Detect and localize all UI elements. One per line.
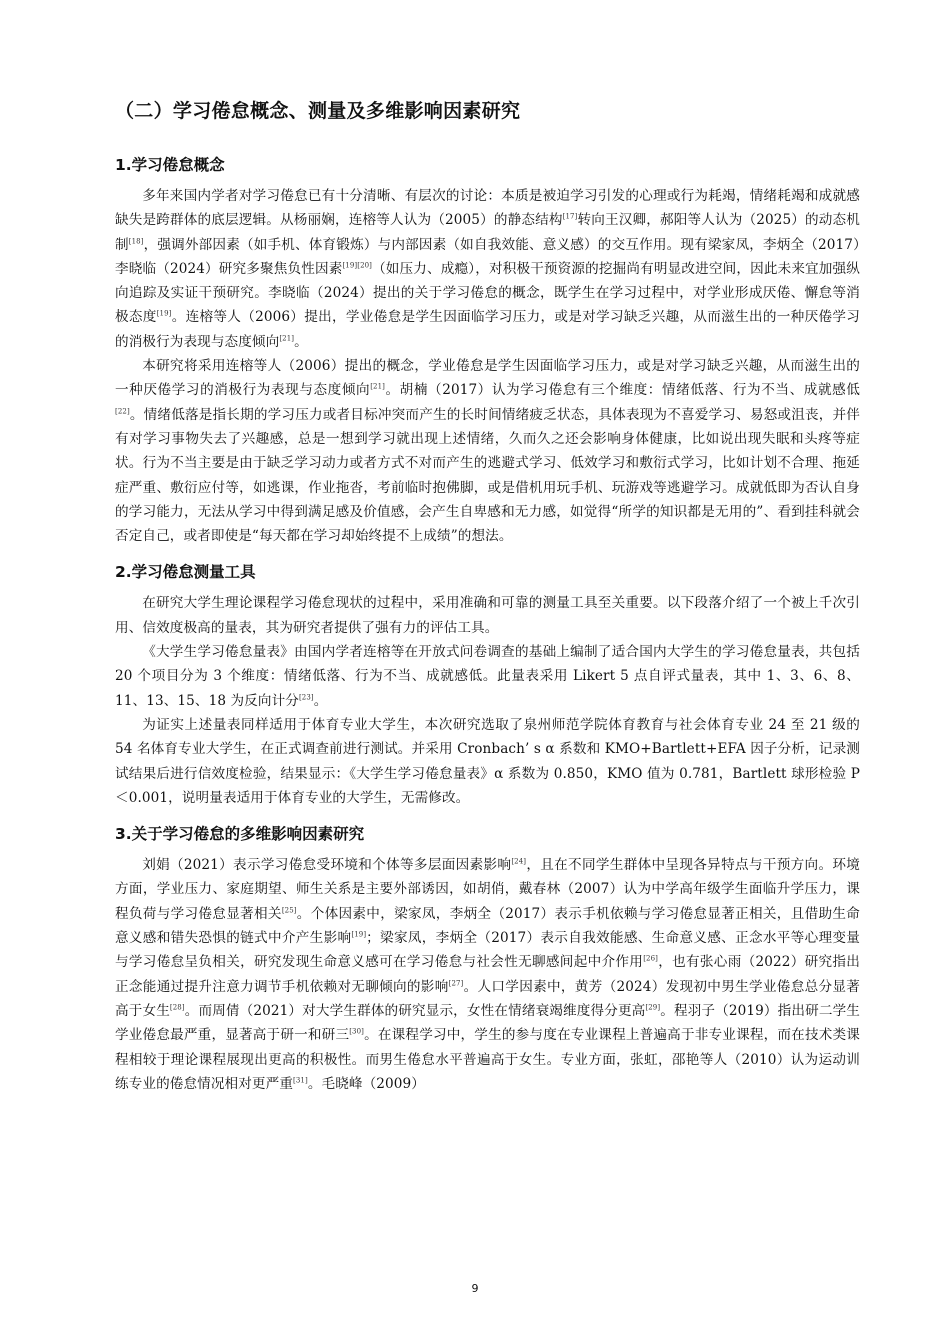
citation: [31] (293, 1076, 308, 1085)
citation: [21] (370, 382, 385, 391)
paragraph-measurement-3: 为证实上述量表同样适用于体育专业大学生，本次研究选取了泉州师范学院体育教育与社会体育专业 24 至 21 级的 54 名体育专业大学生，在正式调查前进行测试。并采用 Cronbach’ s α 系数和 KMO+Bartlett+EFA 因子分析，记录测试结果后进行信效度检验，结果显示：《大学生学习倦怠量表》α 系数为 0.850，KMO 值为 0.781，Bartlett 球形检验 P＜0.001，说明量表适用于体育专业的大学生，无需修改。 (115, 716, 860, 806)
subsection-heading-measurement: 2.学习倦怠测量工具 (115, 563, 256, 582)
citation: [30] (349, 1027, 364, 1036)
citation: [19] (156, 309, 172, 318)
citation: [24] (511, 857, 527, 866)
paragraph-measurement-1: 在研究大学生理论课程学习倦怠现状的过程中，采用准确和可靠的测量工具至关重要。以下段落介绍了一个被上千次引用、信效度极高的量表，其为研究者提供了强有力的评估工具。 (115, 595, 860, 636)
paragraph-factors-1: 刘娟（2021）表示学习倦怠受环境和个体等多层面因素影响[24]，且在不同学生群体中呈现各异特点与干预方向。环境方面，学业压力、家庭期望、师生关系是主要外部诱因，如胡俏，戴春林（2007）认为中学高年级学生面临升学压力，课程负荷与学习倦怠显著相关[25]。个体因素中，梁家凤，李炳全（2017）表示手机依赖与学习倦怠显著正相关，且借助生命意义感和错失恐惧的链式中介产生影响[19]；梁家凤，李炳全（2017）表示自我效能感、生命意义感、正念水平等心理变量与学习倦怠呈负相关，研究发现生命意义感可在学习倦怠与社会性无聊感间起中介作用[26]，也有张心雨（2022）研究指出正念能通过提升注意力调节手机依赖对无聊倾向的影响[27]。人口学因素中，黄芳（2024）发现初中男生学业倦怠总分显著高于女生[28]。而周倩（2021）对大学生群体的研究显示，女性在情绪衰竭维度得分更高[29]。程羽子（2019）指出研二学生学业倦怠最严重，显著高于研一和研三[30]。在课程学习中，学生的参与度在专业课程上普遍高于非专业课程，而在技术类课程相较于理论课程展现出更高的积极性。而男生倦怠水平普遍高于女生。专业方面，张虹，邵艳等人（2010）认为运动训练专业的倦怠情况相对更严重[31]。毛晓峰（2009） (115, 857, 861, 1092)
section-title: （二）学习倦怠概念、测量及多维影响因素研究 (115, 100, 521, 122)
citation: [26] (643, 954, 658, 963)
citation: [25] (281, 906, 297, 915)
paragraph-concept-1: 多年来国内学者对学习倦怠已有十分清晰、有层次的讨论：本质是被迫学习引发的心理或行为耗竭，情绪耗竭和成就感缺失是跨群体的底层逻辑。从杨丽娴，连榕等人认为（2005）的静态结构[17]转向王汉卿，郝阳等人认为（2025）的动态机制[18]，强调外部因素（如手机、体育锻炼）与内部因素（如自我效能、意义感）的交互作用。现有梁家凤，李炳全（2017）李晓临（2024）研究多聚焦负性因素[19][20]（如压力、成瘾），对积极干预资源的挖掘尚有明显改进空间，因此未来宜加强纵向追踪及实证干预研究。李晓临（2024）提出的关于学习倦怠的概念，既学生在学习过程中，对学业形成厌倦、懈怠等消极态度[19]。连榕等人（2006）提出，学业倦怠是学生因面临学习压力，或是对学习缺乏兴趣，从而滋生出的一种厌倦学习的消极行为表现与态度倾向[21]。 (115, 188, 860, 350)
page-number: 9 (471, 1282, 479, 1295)
citation: [21] (279, 334, 295, 343)
document-page (115, 96, 860, 1096)
subsection-heading-factors: 3.关于学习倦怠的多维影响因素研究 (115, 825, 365, 844)
citation: [19][20] (342, 261, 373, 270)
paragraph-measurement-2: 《大学生学习倦怠量表》由国内学者连榕等在开放式问卷调查的基础上编制了适合国内大学生的学习倦怠量表，共包括 20 个项目分为 3 个维度：情绪低落、行为不当、成就感低。此量表采用 Likert 5 点自评式量表，其中 1、3、6、8、11、13、15、18 为反向计分[23]。 (115, 644, 860, 709)
subsection-heading-concept: 1.学习倦怠概念 (115, 156, 225, 174)
citation: [19] (351, 930, 367, 939)
citation: [28] (169, 1003, 185, 1012)
citation: [17] (562, 212, 578, 221)
citation: [29] (645, 1003, 661, 1012)
citation: [18] (128, 237, 144, 246)
paragraph-concept-2: 本研究将采用连榕等人（2006）提出的概念，学业倦怠是学生因面临学习压力，或是对学习缺乏兴趣，从而滋生出的一种厌倦学习的消极行为表现与态度倾向[21]。胡楠（2017）认为学习倦怠有三个维度：情绪低落、行为不当、成就感低[22]。情绪低落是指长期的学习压力或者目标冲突而产生的长时间情绪疲乏状态，具体表现为不喜爱学习、易怒或沮丧，并伴有对学习事物失去了兴趣感，总是一想到学习就出现上述情绪，久而久之还会影响身体健康，比如说出现失眠和头疼等症状。行为不当主要是由于缺乏学习动力或者方式不对而产生的逃避式学习、低效学习和敷衍式学习，比如计划不合理、拖延症严重、敷衍应付等，如逃课，作业拖沓，考前临时抱佛脚，或是借机用玩手机、玩游戏等逃避学习。成就低即为否认自身的学习能力，无法从学习中得到满足感及价值感，会产生自卑感和无力感，如觉得“所学的知识都是无用的”、看到挂科就会否定自己，或者即使是“每天都在学习却始终提不上成绩”的想法。 (115, 358, 860, 545)
citation: [22] (115, 407, 130, 416)
citation: [27] (448, 979, 464, 988)
citation: [23] (298, 693, 314, 702)
